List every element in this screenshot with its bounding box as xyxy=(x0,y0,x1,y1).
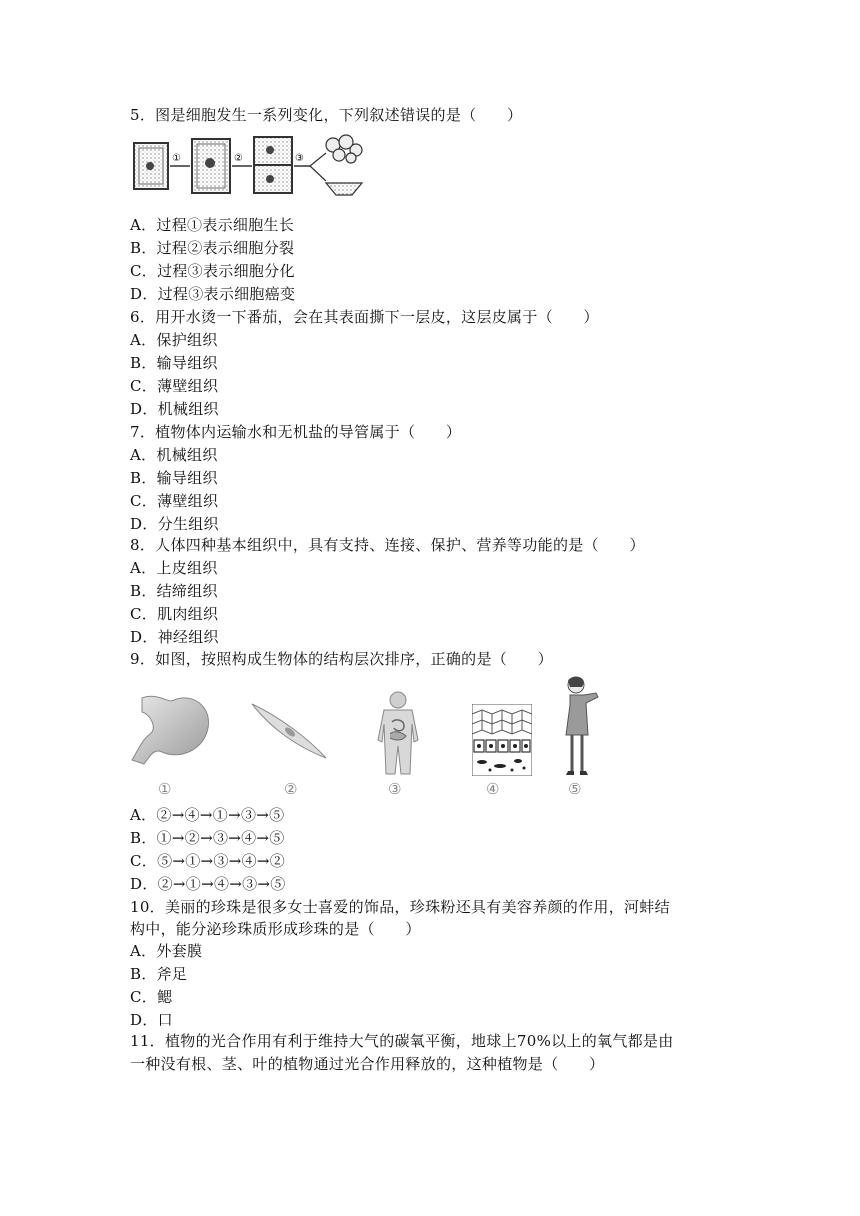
q6-option-a: A．保护组织 xyxy=(130,331,218,349)
q7-option-d: D．分生组织 xyxy=(130,515,219,533)
figure-label-2: ② xyxy=(284,780,298,798)
q5-stem: 5．图是细胞发生一系列变化，下列叙述错误的是（ ） xyxy=(130,106,523,124)
q8-option-b: B．结缔组织 xyxy=(130,582,218,600)
figure-label-1: ① xyxy=(158,780,172,798)
step-label-2: ② xyxy=(234,153,243,164)
q7-option-c: C．薄壁组织 xyxy=(130,492,219,510)
step-label-3: ③ xyxy=(295,153,304,164)
stomach-figure xyxy=(128,690,214,768)
q6-stem: 6．用开水烫一下番茄，会在其表面撕下一层皮，这层皮属于（ ） xyxy=(130,308,599,326)
q10-option-d: D．口 xyxy=(130,1011,173,1029)
tissue-figure xyxy=(472,704,532,776)
q11-stem-line-2: 一种没有根、茎、叶的植物通过光合作用释放的，这种植物是（ ） xyxy=(130,1055,605,1073)
q10-stem-line-2: 构中，能分泌珍珠质形成珍珠的是（ ） xyxy=(130,920,421,938)
figure-label-5: ⑤ xyxy=(568,780,582,798)
q9-option-a: A．②→④→①→③→⑤ xyxy=(130,806,285,824)
q10-option-b: B．斧足 xyxy=(130,965,188,983)
figure-label-4: ④ xyxy=(486,780,500,798)
cell-change-figure xyxy=(130,133,366,199)
q5-option-c: C．过程③表示细胞分化 xyxy=(130,262,295,280)
q6-option-c: C．薄壁组织 xyxy=(130,377,219,395)
figure-label-3: ③ xyxy=(388,780,402,798)
q8-stem: 8．人体四种基本组织中，具有支持、连接、保护、营养等功能的是（ ） xyxy=(130,536,645,554)
q7-option-a: A．机械组织 xyxy=(130,446,218,464)
q7-stem: 7．植物体内运输水和无机盐的导管属于（ ） xyxy=(130,423,462,441)
person-figure xyxy=(558,675,604,777)
q11-stem-line-1: 11．植物的光合作用有利于维持大气的碳氧平衡，地球上70%以上的氧气都是由 xyxy=(130,1032,674,1050)
q8-option-c: C．肌肉组织 xyxy=(130,605,219,623)
q9-stem: 9．如图，按照构成生物体的结构层次排序，正确的是（ ） xyxy=(130,650,553,668)
q10-option-a: A．外套膜 xyxy=(130,942,203,960)
q6-option-b: B．输导组织 xyxy=(130,354,218,372)
q9-option-c: C．⑤→①→③→④→② xyxy=(130,852,286,870)
q8-option-d: D．神经组织 xyxy=(130,628,219,646)
q6-option-d: D．机械组织 xyxy=(130,400,219,418)
q9-option-d: D．②→①→④→③→⑤ xyxy=(130,875,286,893)
digestive-system-figure xyxy=(370,690,426,776)
step-label-1: ① xyxy=(172,153,181,164)
spindle-cell-figure xyxy=(248,700,330,762)
q9-option-b: B．①→②→③→④→⑤ xyxy=(130,829,285,847)
q5-option-a: A．过程①表示细胞生长 xyxy=(130,216,295,234)
q5-option-b: B．过程②表示细胞分裂 xyxy=(130,239,295,257)
q5-option-d: D．过程③表示细胞癌变 xyxy=(130,285,296,303)
q7-option-b: B．输导组织 xyxy=(130,469,218,487)
q10-stem-line-1: 10．美丽的珍珠是很多女士喜爱的饰品，珍珠粉还具有美容养颜的作用，河蚌结 xyxy=(130,898,670,916)
q8-option-a: A．上皮组织 xyxy=(130,559,218,577)
q10-option-c: C．鳃 xyxy=(130,988,173,1006)
